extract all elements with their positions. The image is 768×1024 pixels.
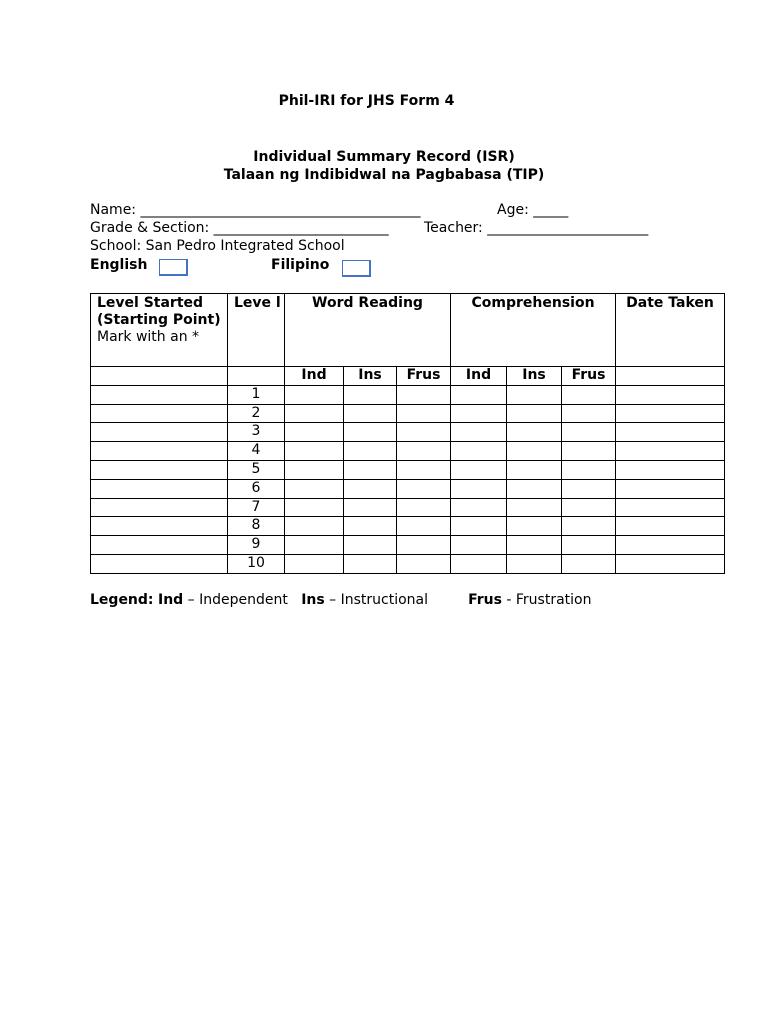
entry-cell[interactable] [91, 554, 228, 573]
entry-cell[interactable] [344, 498, 397, 517]
entry-cell[interactable] [285, 536, 344, 555]
word-reading-header: Word Reading [285, 294, 451, 367]
table-row [91, 479, 725, 498]
entry-cell[interactable] [562, 442, 616, 461]
age-field[interactable]: Age: _____ [497, 202, 569, 218]
entry-cell[interactable] [507, 536, 562, 555]
school-field: School: San Pedro Integrated School [90, 238, 345, 254]
entry-cell[interactable] [91, 404, 228, 423]
entry-cell[interactable] [344, 517, 397, 536]
entry-cell[interactable] [562, 498, 616, 517]
filipino-label: Filipino [271, 257, 330, 273]
english-label: English [90, 257, 148, 273]
entry-cell[interactable] [344, 385, 397, 404]
word-ins-header: Ins [344, 367, 397, 386]
entry-cell[interactable] [91, 460, 228, 479]
entry-cell[interactable] [397, 423, 451, 442]
comp-frus-header: Frus [562, 367, 616, 386]
entry-cell[interactable] [397, 554, 451, 573]
legend-ins-desc: – Instructional [324, 592, 469, 608]
english-checkbox[interactable] [159, 259, 188, 276]
table-row [91, 423, 725, 442]
table-row [91, 517, 725, 536]
entry-cell[interactable] [451, 423, 507, 442]
filipino-checkbox[interactable] [342, 260, 371, 277]
entry-cell[interactable] [451, 536, 507, 555]
legend [90, 592, 592, 608]
legend-ind: Ind [157, 592, 184, 608]
table-row [91, 404, 725, 423]
table-subheader-row [91, 367, 725, 386]
entry-cell[interactable] [451, 479, 507, 498]
entry-cell[interactable] [507, 404, 562, 423]
entry-cell[interactable] [451, 385, 507, 404]
entry-cell[interactable] [285, 479, 344, 498]
entry-cell[interactable] [562, 517, 616, 536]
entry-cell[interactable] [616, 517, 725, 536]
entry-cell[interactable] [344, 442, 397, 461]
table-cell [91, 367, 228, 386]
legend-ind-desc: – Independent [183, 592, 302, 608]
level-number: 3 [228, 423, 285, 442]
teacher-field[interactable]: Teacher: _______________________ [424, 220, 649, 236]
entry-cell[interactable] [285, 460, 344, 479]
record-title-block [0, 148, 768, 184]
entry-cell[interactable] [397, 404, 451, 423]
entry-cell[interactable] [451, 460, 507, 479]
entry-cell[interactable] [91, 479, 228, 498]
level-rows [91, 385, 725, 573]
entry-cell[interactable] [397, 536, 451, 555]
table-row [91, 498, 725, 517]
entry-cell[interactable] [562, 554, 616, 573]
entry-cell[interactable] [91, 517, 228, 536]
entry-cell[interactable] [562, 404, 616, 423]
table-row [91, 385, 725, 404]
entry-cell[interactable] [562, 385, 616, 404]
level-number: 6 [228, 479, 285, 498]
level-number: 1 [228, 385, 285, 404]
legend-frus: Frus [468, 592, 502, 608]
comprehension-header: Comprehension [451, 294, 616, 367]
entry-cell[interactable] [451, 404, 507, 423]
mark-note: Mark with an * [97, 329, 200, 345]
entry-cell[interactable] [344, 479, 397, 498]
entry-cell[interactable] [507, 479, 562, 498]
entry-cell[interactable] [285, 498, 344, 517]
table-row [91, 442, 725, 461]
entry-cell[interactable] [507, 498, 562, 517]
level-number: 10 [228, 554, 285, 573]
level-number: 5 [228, 460, 285, 479]
form-title: Phil-IRI for JHS Form 4 [278, 93, 455, 109]
summary-table [90, 293, 725, 574]
record-subtitle: Talaan ng Indibidwal na Pagbabasa (TIP) [223, 167, 545, 183]
entry-cell[interactable] [344, 554, 397, 573]
level-number: 8 [228, 517, 285, 536]
entry-cell[interactable] [562, 423, 616, 442]
entry-cell[interactable] [91, 536, 228, 555]
level-started-label: Level Started (Starting Point) [97, 295, 221, 328]
entry-cell[interactable] [507, 442, 562, 461]
entry-cell[interactable] [616, 479, 725, 498]
table-row [91, 536, 725, 555]
table-row [91, 460, 725, 479]
entry-cell[interactable] [91, 385, 228, 404]
entry-cell[interactable] [562, 460, 616, 479]
entry-cell[interactable] [616, 536, 725, 555]
table-row [91, 554, 725, 573]
entry-cell[interactable] [285, 385, 344, 404]
level-number: 7 [228, 498, 285, 517]
entry-cell[interactable] [344, 536, 397, 555]
entry-cell[interactable] [507, 554, 562, 573]
level-started-header [91, 294, 228, 367]
legend-ins: Ins [301, 592, 325, 608]
entry-cell[interactable] [91, 442, 228, 461]
entry-cell[interactable] [397, 385, 451, 404]
entry-cell[interactable] [616, 460, 725, 479]
table-cell [616, 367, 725, 386]
entry-cell[interactable] [451, 554, 507, 573]
level-number: 9 [228, 536, 285, 555]
entry-cell[interactable] [616, 385, 725, 404]
name-field[interactable]: Name: ________________________________________ [90, 202, 421, 218]
entry-cell[interactable] [285, 554, 344, 573]
record-title: Individual Summary Record (ISR) [253, 149, 515, 165]
entry-cell[interactable] [562, 536, 616, 555]
entry-cell[interactable] [285, 404, 344, 423]
level-header: Leve l [228, 294, 285, 367]
entry-cell[interactable] [507, 460, 562, 479]
entry-cell[interactable] [285, 517, 344, 536]
entry-cell[interactable] [285, 423, 344, 442]
entry-cell[interactable] [562, 479, 616, 498]
entry-cell[interactable] [397, 442, 451, 461]
entry-cell[interactable] [616, 404, 725, 423]
entry-cell[interactable] [451, 442, 507, 461]
entry-cell[interactable] [507, 517, 562, 536]
level-number: 4 [228, 442, 285, 461]
entry-cell[interactable] [344, 404, 397, 423]
entry-cell[interactable] [91, 423, 228, 442]
comp-ins-header: Ins [507, 367, 562, 386]
entry-cell[interactable] [616, 442, 725, 461]
entry-cell[interactable] [344, 423, 397, 442]
table-header-row [91, 294, 725, 367]
table-cell [228, 367, 285, 386]
level-number: 2 [228, 404, 285, 423]
entry-cell[interactable] [451, 517, 507, 536]
entry-cell[interactable] [451, 498, 507, 517]
entry-cell[interactable] [507, 423, 562, 442]
date-taken-header: Date Taken [616, 294, 725, 367]
grade-section-field[interactable]: Grade & Section: _________________________ [90, 220, 389, 236]
entry-cell[interactable] [616, 554, 725, 573]
entry-cell[interactable] [91, 498, 228, 517]
entry-cell[interactable] [397, 479, 451, 498]
entry-cell[interactable] [397, 460, 451, 479]
entry-cell[interactable] [616, 498, 725, 517]
word-frus-header: Frus [397, 367, 451, 386]
entry-cell[interactable] [285, 442, 344, 461]
entry-cell[interactable] [507, 385, 562, 404]
entry-cell[interactable] [397, 517, 451, 536]
word-ind-header: Ind [285, 367, 344, 386]
comp-ind-header: Ind [451, 367, 507, 386]
legend-label: Legend: [90, 592, 154, 608]
legend-frus-desc: - Frustration [501, 592, 592, 608]
entry-cell[interactable] [616, 423, 725, 442]
entry-cell[interactable] [397, 498, 451, 517]
entry-cell[interactable] [344, 460, 397, 479]
